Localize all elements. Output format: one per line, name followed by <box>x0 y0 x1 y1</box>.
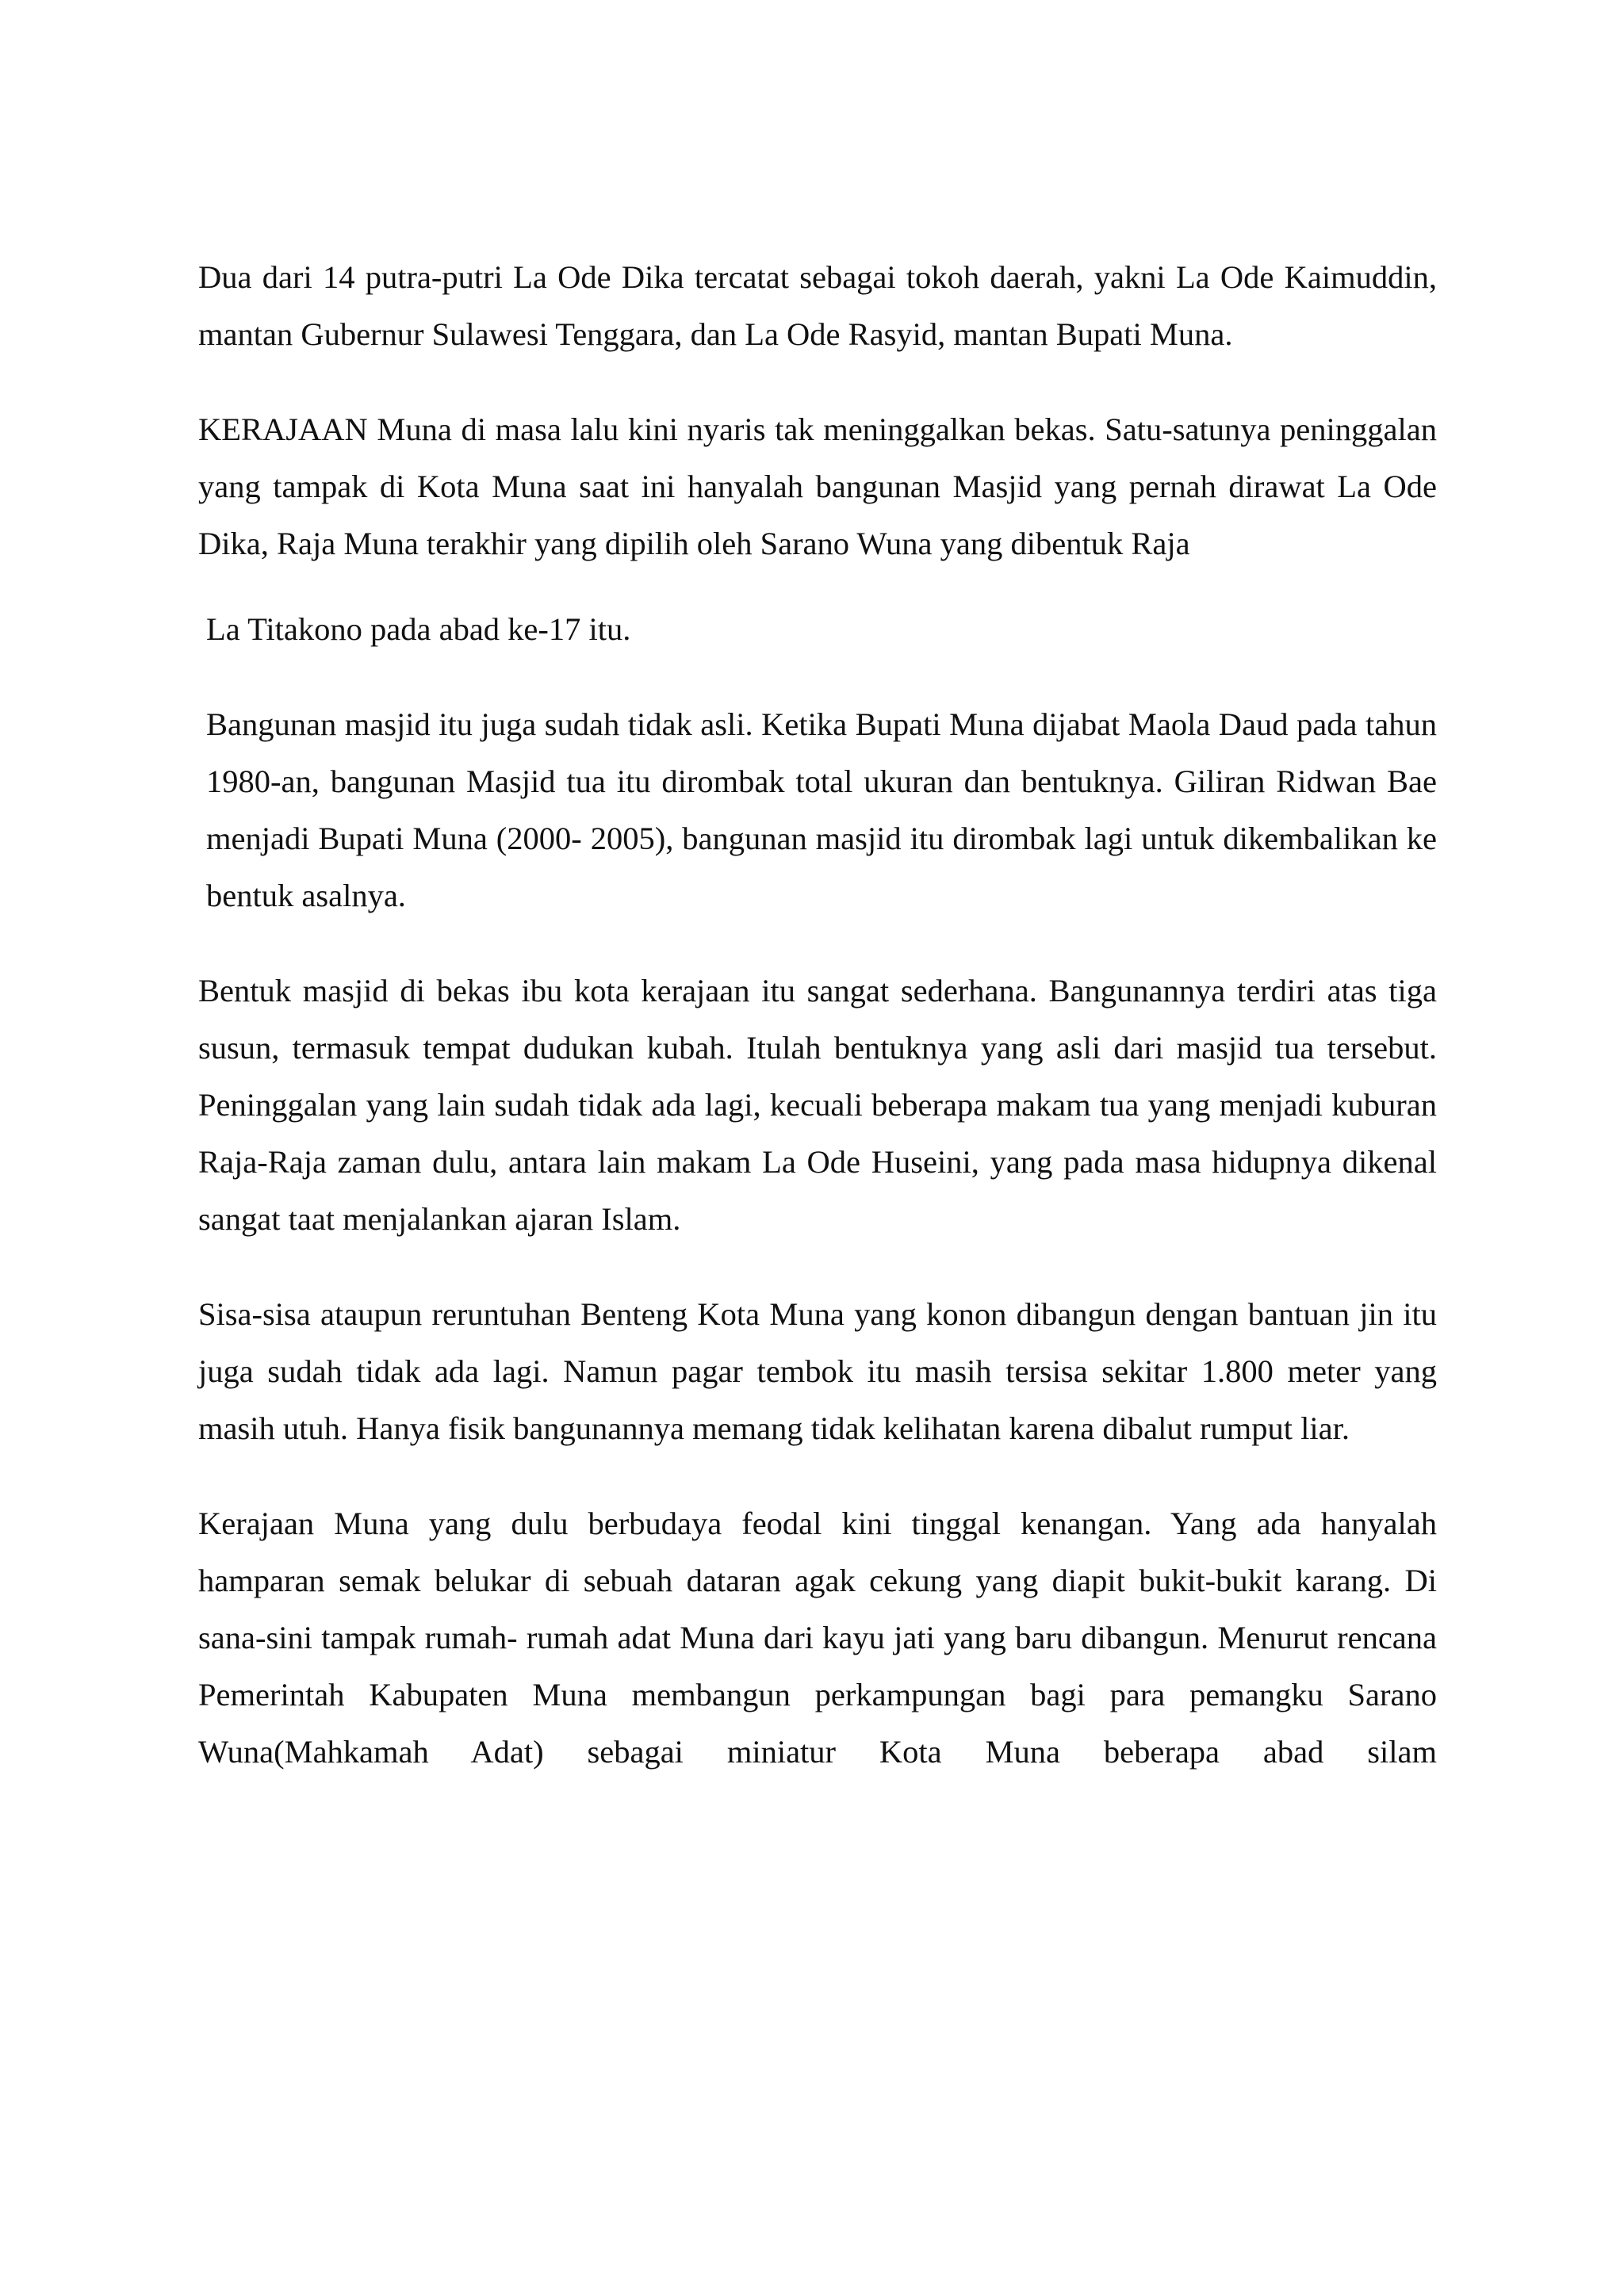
paragraph-7: Kerajaan Muna yang dulu berbudaya feodal kini tinggal kenangan. Yang ada hanyalah hamparan semak belukar di sebuah dataran agak cekung yang diapit bukit-bukit karang. Di sana-sini tampak rumah- rumah adat Muna dari kayu jati yang baru dibangun. Menurut rencana Pemerintah Kabupaten Muna membangun perkampungan bagi para pemangku Sarano Wuna(Mahkamah Adat) sebagai miniatur Kota Muna beberapa abad silam <box>198 1506 1437 1770</box>
paragraph-4: Bangunan masjid itu juga sudah tidak asli. Ketika Bupati Muna dijabat Maola Daud pada tahun 1980-an, bangunan Masjid tua itu dirombak total ukuran dan bentuknya. Giliran Ridwan Bae menjadi Bupati Muna (2000- 2005), bangunan masjid itu dirombak lagi untuk dikembalikan ke bentuk asalnya. <box>206 706 1437 913</box>
paragraph-2: KERAJAAN Muna di masa lalu kini nyaris tak meninggalkan bekas. Satu-satunya peninggalan yang tampak di Kota Muna saat ini hanyalah bangunan Masjid yang pernah dirawat La Ode Dika, Raja Muna terakhir yang dipilih oleh Sarano Wuna yang dibentuk Raja <box>198 411 1437 561</box>
paragraph-3: La Titakono pada abad ke-17 itu. <box>206 611 631 647</box>
paragraph-5: Bentuk masjid di bekas ibu kota kerajaan itu sangat sederhana. Bangunannya terdiri atas tiga susun, termasuk tempat dudukan kubah. Itulah bentuknya yang asli dari masjid tua tersebut. Peninggalan yang lain sudah tidak ada lagi, kecuali beberapa makam tua yang menjadi kuburan Raja-Raja zaman dulu, antara lain makam La Ode Huseini, yang pada masa hidupnya dikenal sangat taat menjalankan ajaran Islam. <box>198 973 1437 1237</box>
paragraph-1: Dua dari 14 putra-putri La Ode Dika tercatat sebagai tokoh daerah, yakni La Ode Kaimuddin, mantan Gubernur Sulawesi Tenggara, dan La Ode Rasyid, mantan Bupati Muna. <box>198 259 1437 352</box>
document-body <box>198 249 1437 1781</box>
paragraph-6: Sisa-sisa ataupun reruntuhan Benteng Kota Muna yang konon dibangun dengan bantuan jin itu juga sudah tidak ada lagi. Namun pagar tembok itu masih tersisa sekitar 1.800 meter yang masih utuh. Hanya fisik bangunannya memang tidak kelihatan karena dibalut rumput liar. <box>198 1296 1437 1446</box>
